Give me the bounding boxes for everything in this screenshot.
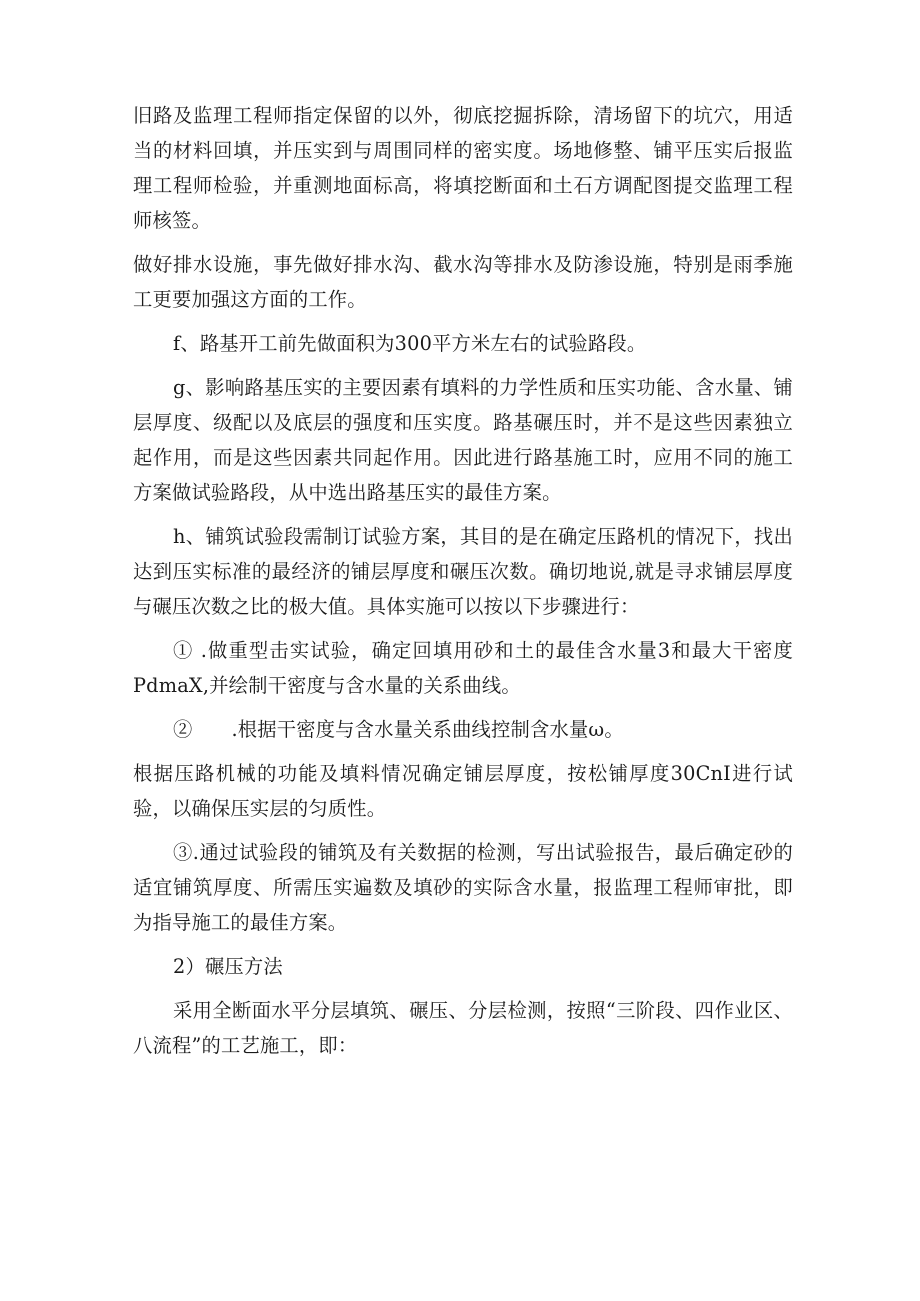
paragraph-layer-thickness: 根据压路机械的功能及填料情况确定铺层厚度，按松铺厚度30CnI进行试验，以确保压实层的匀质性。 (133, 762, 793, 820)
paragraph-step-3: ③.通过试验段的铺筑及有关数据的检测，写出试验报告，最后确定砂的适宜铺筑厚度、所需压实遍数及填砂的实际含水量，报监理工程师审批，即为指导施工的最佳方案。 (133, 841, 793, 934)
section-heading-rolling-method: 2）碾压方法 (173, 955, 283, 978)
paragraph-item-h: h、铺筑试验段需制订试验方案，其目的是在确定压路机的情况下，找出达到压实标准的最经济的铺层厚度和碾压次数。确切地说,就是寻求铺层厚度与碾压次数之比的极大值。具体实施可以按以下步骤进行： (133, 525, 793, 618)
paragraph-step-1: ① .做重型击实试验，确定回填用砂和土的最佳含水量3和最大干密度PdmaX,并绘制干密度与含水量的关系曲线。 (133, 639, 793, 697)
document-body (133, 98, 793, 1063)
paragraph-step-2: ② .根据干密度与含水量关系曲线控制含水量ω。 (173, 718, 624, 741)
paragraph-drainage: 做好排水设施，事先做好排水沟、截水沟等排水及防渗设施，特别是雨季施工更要加强这方面的工作。 (133, 253, 793, 311)
paragraph-site-clearing: 旧路及监理工程师指定保留的以外，彻底挖掘拆除，清场留下的坑穴，用适当的材料回填，并压实到与周围同样的密实度。场地修整、铺平压实后报监理工程师检验，并重测地面标高，将填挖断面和土石方调配图提交监理工程师核签。 (133, 104, 793, 232)
paragraph-item-f: f、路基开工前先做面积为300平方米左右的试验路段。 (173, 332, 647, 355)
paragraph-item-g: g、影响路基压实的主要因素有填料的力学性质和压实功能、含水量、铺层厚度、级配以及底层的强度和压实度。路基碾压时，并不是这些因素独立起作用，而是这些因素共同起作用。因此进行路基施工时，应用不同的施工方案做试验路段，从中选出路基压实的最佳方案。 (133, 376, 793, 504)
paragraph-rolling-process: 采用全断面水平分层填筑、碾压、分层检测，按照“三阶段、四作业区、八流程”的工艺施工，即： (133, 999, 793, 1057)
